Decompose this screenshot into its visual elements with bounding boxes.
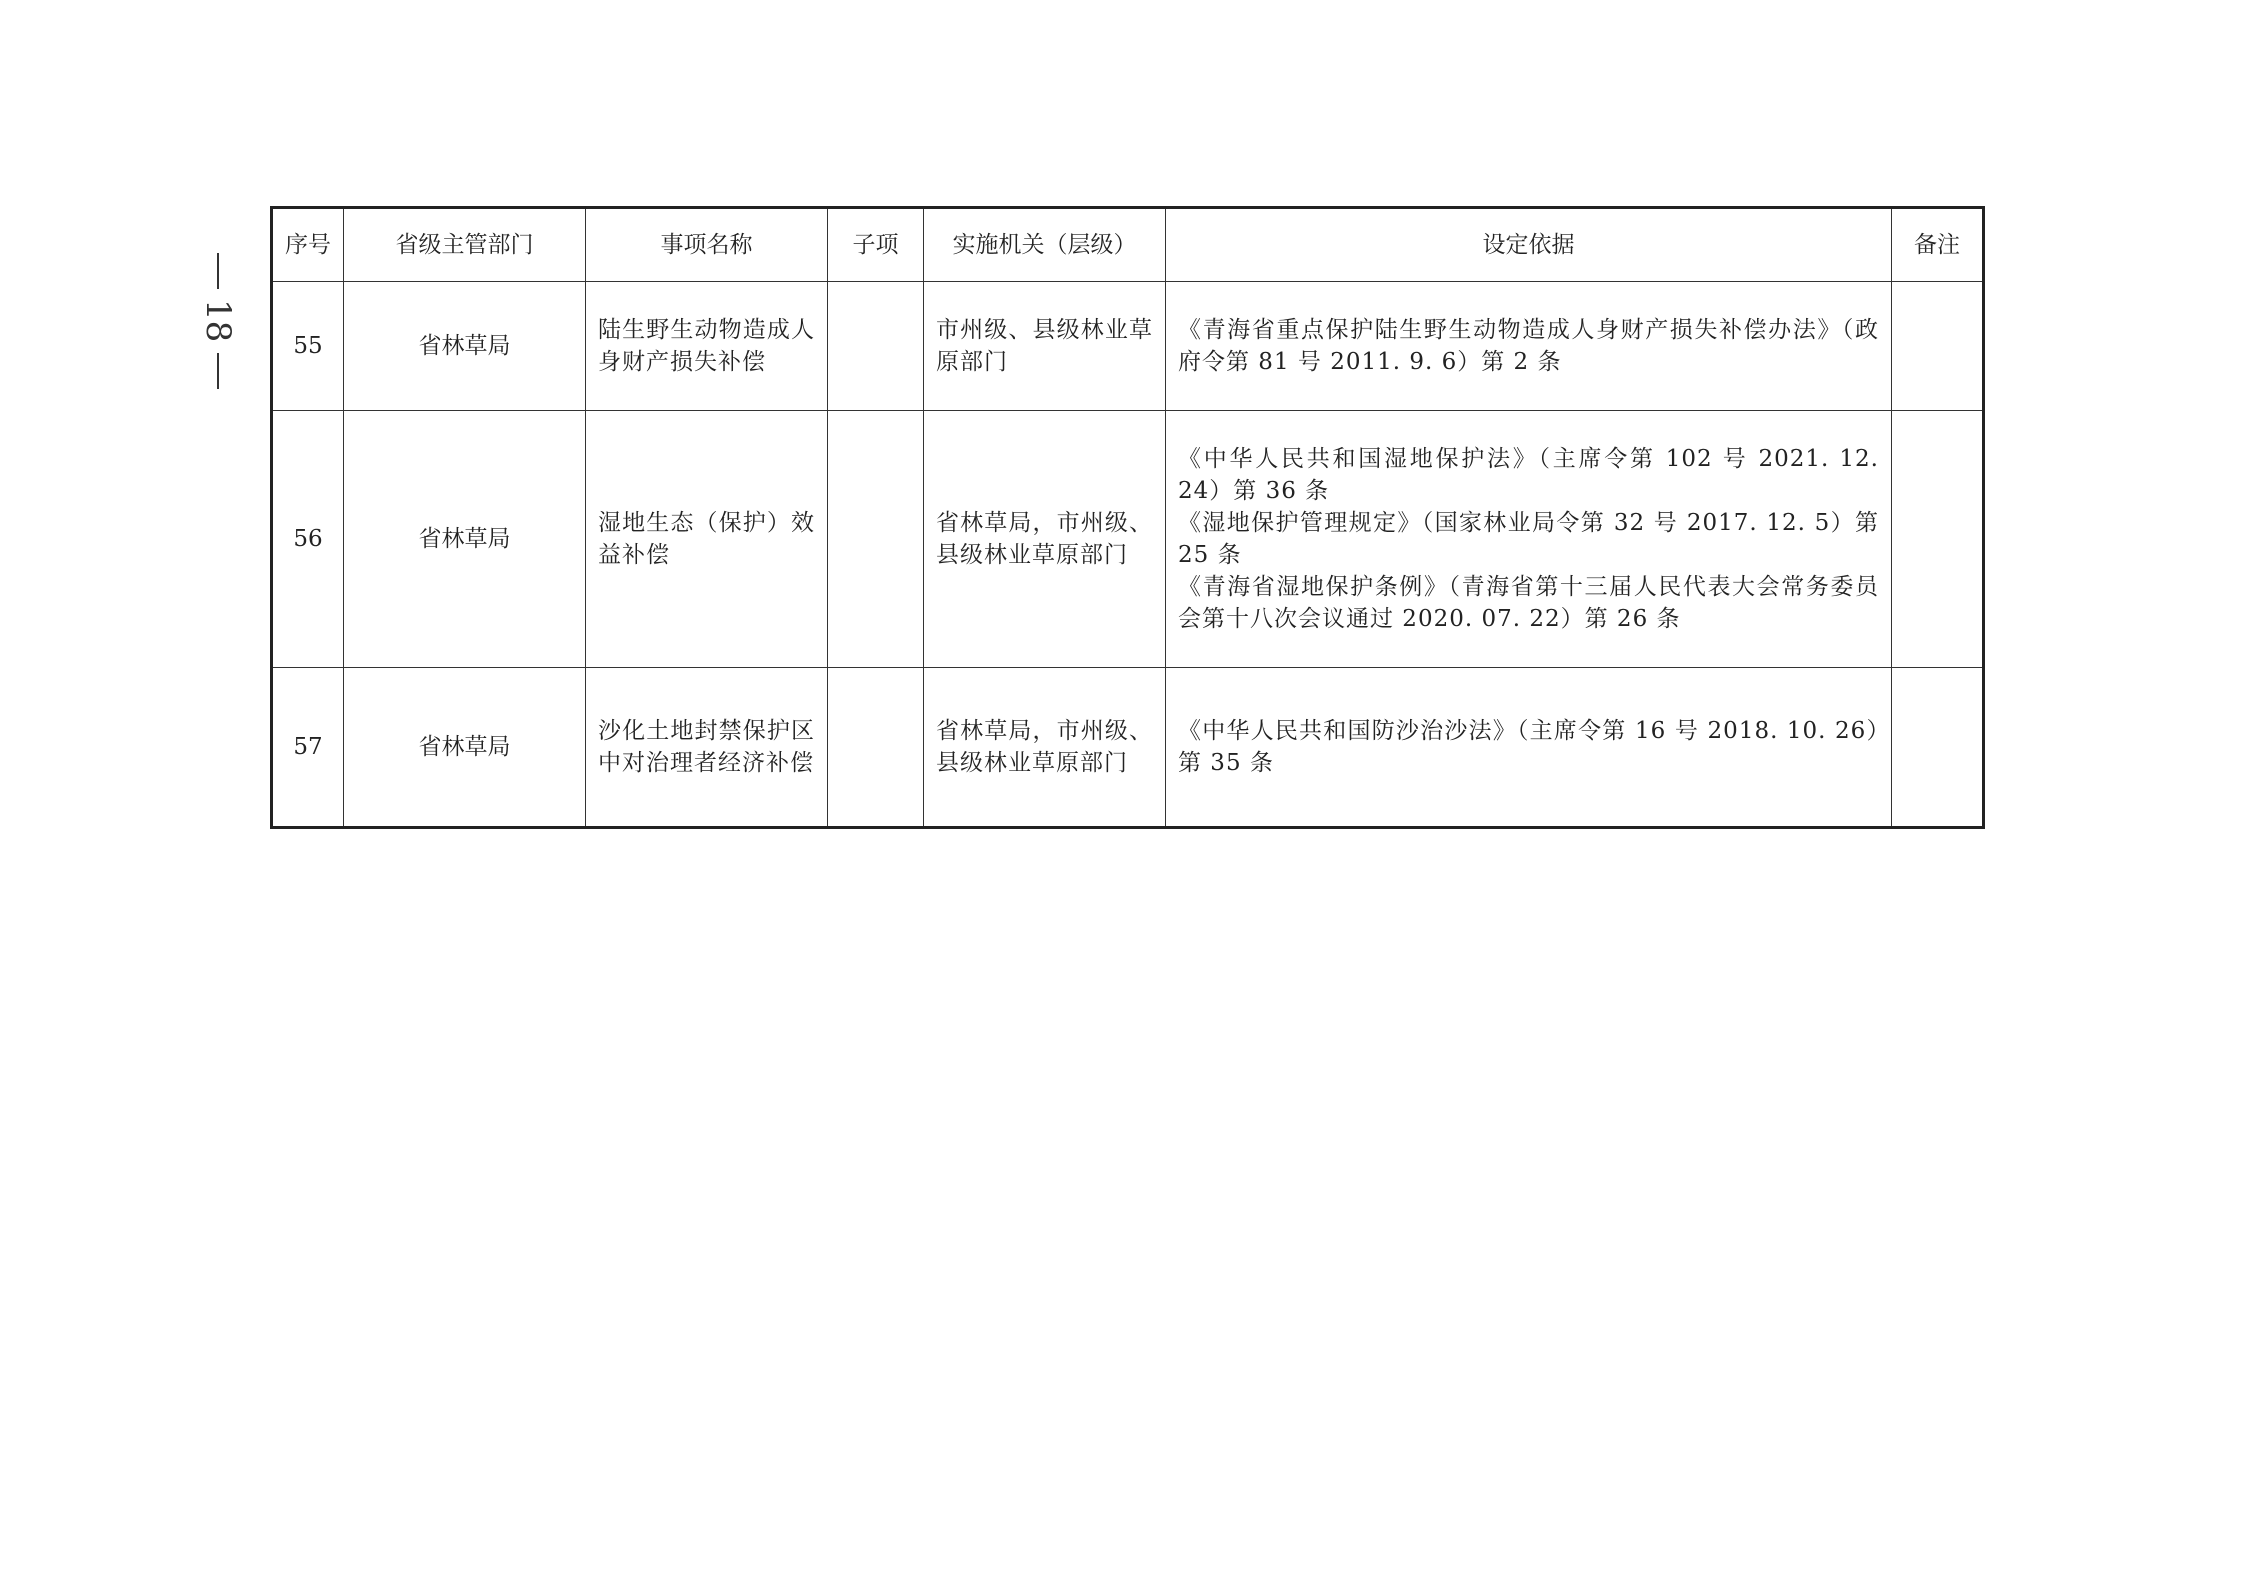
cell-agency: 省林草局，市州级、县级林业草原部门 — [924, 411, 1166, 668]
cell-agency: 市州级、县级林业草原部门 — [924, 282, 1166, 411]
cell-dept: 省林草局 — [344, 668, 586, 828]
basis-line: 《中华人民共和国湿地保护法》（主席令第 102 号 2021. 12. 24）第 36 条 — [1178, 446, 1879, 504]
cell-sub — [828, 411, 924, 668]
page-number — [198, 246, 238, 396]
cell-agency: 省林草局，市州级、县级林业草原部门 — [924, 668, 1166, 828]
cell-sub — [828, 668, 924, 828]
header-seq: 序号 — [272, 208, 344, 282]
cell-dept: 省林草局 — [344, 282, 586, 411]
table-row — [272, 668, 1984, 828]
basis-line: 《中华人民共和国防沙治沙法》（主席令第 16 号 2018. 10. 26）第 35 条 — [1178, 718, 1879, 776]
table-row — [272, 411, 1984, 668]
cell-basis — [1166, 411, 1892, 668]
basis-line: 《湿地保护管理规定》（国家林业局令第 32 号 2017. 12. 5）第 25 条 — [1178, 510, 1879, 568]
cell-seq: 55 — [272, 282, 344, 411]
cell-note — [1892, 411, 1984, 668]
header-sub: 子项 — [828, 208, 924, 282]
table-header-row — [272, 208, 1984, 282]
basis-line: 《青海省湿地保护条例》（青海省第十三届人民代表大会常务委员会第十八次会议通过 2020. 07. 22）第 26 条 — [1178, 574, 1879, 632]
page-number-dash-top — [217, 253, 219, 289]
cell-dept: 省林草局 — [344, 411, 586, 668]
page-number-dash-bottom — [217, 353, 219, 389]
header-basis: 设定依据 — [1166, 208, 1892, 282]
cell-note — [1892, 668, 1984, 828]
cell-seq: 57 — [272, 668, 344, 828]
table-row — [272, 282, 1984, 411]
cell-basis — [1166, 668, 1892, 828]
page-number-text: 18 — [198, 299, 238, 343]
basis-line: 《青海省重点保护陆生野生动物造成人身财产损失补偿办法》（政府令第 81 号 2011. 9. 6）第 2 条 — [1178, 317, 1879, 375]
header-dept: 省级主管部门 — [344, 208, 586, 282]
header-agency: 实施机关（层级） — [924, 208, 1166, 282]
cell-name: 陆生野生动物造成人身财产损失补偿 — [586, 282, 828, 411]
header-name: 事项名称 — [586, 208, 828, 282]
header-note: 备注 — [1892, 208, 1984, 282]
cell-sub — [828, 282, 924, 411]
cell-seq: 56 — [272, 411, 344, 668]
items-table — [270, 206, 1985, 829]
cell-name: 沙化土地封禁保护区中对治理者经济补偿 — [586, 668, 828, 828]
cell-basis — [1166, 282, 1892, 411]
cell-name: 湿地生态（保护）效益补偿 — [586, 411, 828, 668]
cell-note — [1892, 282, 1984, 411]
